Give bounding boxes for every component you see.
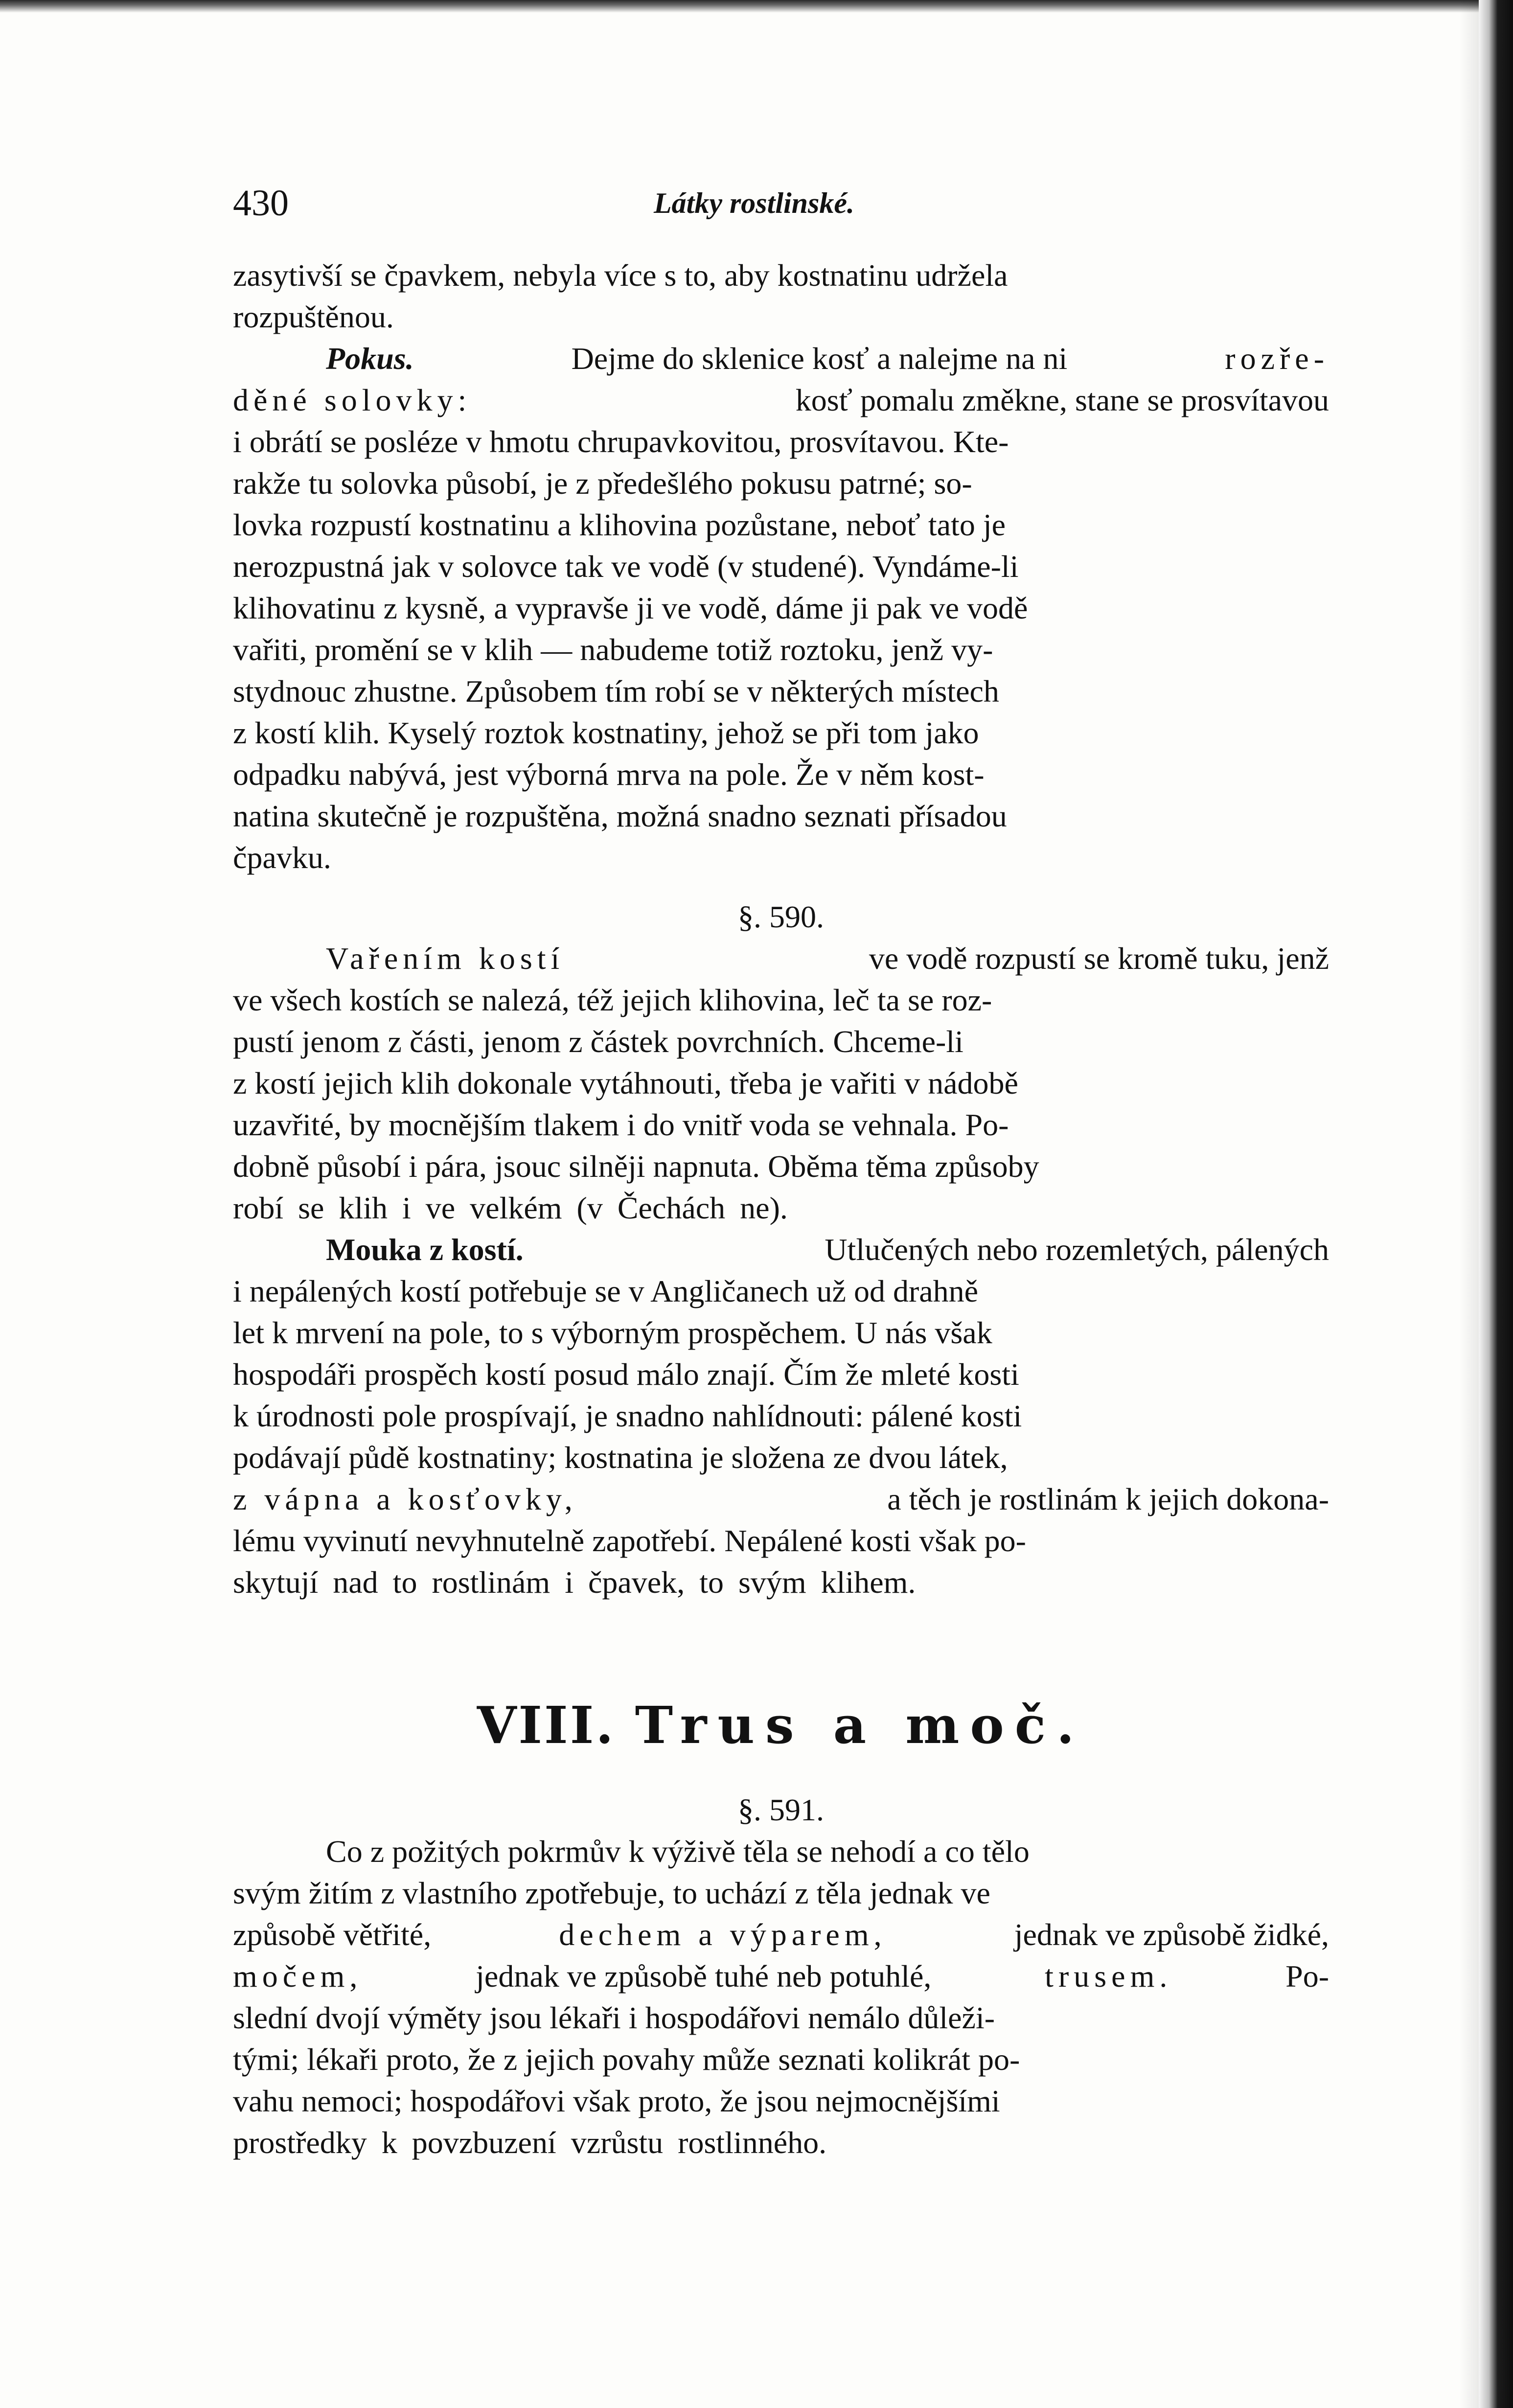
text-line-content: čpavku. bbox=[233, 840, 331, 875]
text-line-content: k úrodnosti pole prospívají, je snadno nahlídnouti: pálené kosti bbox=[233, 1399, 1022, 1433]
text-line bbox=[233, 1561, 1329, 1603]
text-line bbox=[233, 1914, 1329, 1955]
text-line-content: vahu nemoci; hospodářovi však proto, že jsou nejmocnějšími bbox=[233, 2084, 1000, 2118]
text-line-content: robí se klih i ve velkém (v Čechách ne). bbox=[233, 1191, 788, 1225]
text-line bbox=[233, 379, 1329, 421]
text-line bbox=[233, 629, 1329, 670]
text-line-content: prostředky k povzbuzení vzrůstu rostlinného. bbox=[233, 2125, 827, 2160]
text-line bbox=[233, 587, 1329, 629]
text-line bbox=[233, 1478, 1329, 1520]
scan-top-edge bbox=[0, 0, 1513, 13]
text-line bbox=[233, 670, 1329, 712]
text-line-content: odpadku nabývá, jest výborná mrva na pole. Že v něm kost- bbox=[233, 757, 985, 792]
running-head: Látky rostlinské. bbox=[654, 187, 855, 219]
text-line-content: zasytivší se čpavkem, nebyla více s to, aby kostnatinu udržela bbox=[233, 258, 1008, 293]
text-line-content: dobně působí i pára, jsouc silněji napnuta. Oběma těma způsoby bbox=[233, 1149, 1039, 1184]
text-line bbox=[233, 1104, 1329, 1146]
emphasized-text: z vápna a kosťovky, bbox=[233, 1482, 577, 1516]
text-line bbox=[233, 1270, 1329, 1312]
text-line bbox=[233, 837, 1329, 878]
text-line bbox=[233, 795, 1329, 837]
emphasized-text: rozře- bbox=[1225, 341, 1329, 376]
text-line-content: Utlučených nebo rozemletých, pálených bbox=[825, 1232, 1329, 1267]
text-line-content: Co z požitých pokrmův k výživě těla se nehodí a co tělo bbox=[326, 1834, 1030, 1869]
text-line-content: tými; lékaři proto, že z jejich povahy může seznati kolikrát po- bbox=[233, 2042, 1020, 2077]
text-line-content: hospodáři prospěch kostí posud málo znají. Čím že mleté kosti bbox=[233, 1357, 1019, 1392]
text-line-content: podávají půdě kostnatiny; kostnatina je složena ze dvou látek, bbox=[233, 1440, 1008, 1475]
text-line bbox=[233, 754, 1329, 795]
text-line-content: ve všech kostích se nalezá, též jejich klihovina, leč ta se roz- bbox=[233, 983, 992, 1017]
text-line bbox=[233, 712, 1329, 754]
text-line bbox=[233, 2080, 1329, 2122]
text-line bbox=[233, 1353, 1329, 1395]
spacer bbox=[233, 1760, 1329, 1789]
chapter-heading bbox=[233, 1691, 1329, 1760]
text-line bbox=[233, 1437, 1329, 1478]
text-line bbox=[233, 1312, 1329, 1353]
text-line-content: kosť pomalu změkne, stane se prosvítavou bbox=[795, 383, 1329, 417]
text-line bbox=[233, 1021, 1329, 1062]
emphasized-text: dechem a výparem, bbox=[559, 1917, 887, 1952]
text-line-content: Po- bbox=[1285, 1959, 1329, 1994]
text-line-content: let k mrvení na pole, to s výborným prospěchem. U nás však bbox=[233, 1315, 992, 1350]
text-line-content: a těch je rostlinám k jejich dokona- bbox=[887, 1482, 1329, 1516]
text-line bbox=[233, 1187, 1329, 1229]
text-line bbox=[233, 421, 1329, 462]
page-header bbox=[233, 181, 928, 225]
text-line-content: ve vodě rozpustí se kromě tuku, jenž bbox=[869, 941, 1329, 976]
text-line-content: rakže tu solovka působí, je z předešlého pokusu patrné; so- bbox=[233, 466, 972, 501]
paragraph-lead: Pokus. bbox=[326, 341, 414, 376]
text-line-content: lému vyvinutí nevyhnutelně zapotřebí. Nepálené kosti však po- bbox=[233, 1523, 1026, 1558]
text-line bbox=[233, 1062, 1329, 1104]
text-line-content: klihovatinu z kysně, a vypravše ji ve vodě, dáme ji pak ve vodě bbox=[233, 591, 1028, 625]
emphasized-text: Vařením kostí bbox=[326, 941, 565, 976]
text-line bbox=[233, 1831, 1329, 1872]
text-line bbox=[233, 338, 1329, 379]
text-line bbox=[233, 1955, 1329, 1997]
body-text bbox=[233, 254, 1329, 2163]
section-mark: §. 590. bbox=[738, 899, 824, 934]
text-line bbox=[233, 938, 1329, 979]
text-line-content: i obrátí se posléze v hmotu chrupavkovitou, prosvítavou. Kte- bbox=[233, 424, 1009, 459]
text-line-content: způsobě větřité, bbox=[233, 1917, 432, 1952]
text-line bbox=[233, 2039, 1329, 2080]
text-line-content: pustí jenom z části, jenom z částek povrchních. Chceme-li bbox=[233, 1024, 963, 1059]
text-line-content: jednak ve způsobě tuhé neb potuhlé, bbox=[476, 1959, 932, 1994]
text-line bbox=[233, 1395, 1329, 1437]
text-line bbox=[233, 2122, 1329, 2163]
text-line-content: natina skutečně je rozpuštěna, možná snadno seznati přísadou bbox=[233, 799, 1007, 833]
text-line-content: skytují nad to rostlinám i čpavek, to svým klihem. bbox=[233, 1565, 916, 1600]
text-line bbox=[233, 504, 1329, 546]
text-line-content: rozpuštěnou. bbox=[233, 299, 394, 334]
text-line bbox=[233, 1229, 1329, 1270]
emphasized-text: trusem. bbox=[1045, 1959, 1172, 1994]
text-line-content: z kostí klih. Kyselý roztok kostnatiny, jehož se při tom jako bbox=[233, 715, 979, 750]
text-line bbox=[233, 546, 1329, 587]
chapter-title: Trus a moč. bbox=[635, 1695, 1085, 1755]
text-line-content: svým žitím z vlastního zpotřebuje, to uchází z těla jednak ve bbox=[233, 1876, 990, 1910]
text-line-content: i nepálených kostí potřebuje se v Angličanech už od drahně bbox=[233, 1274, 979, 1308]
spacer bbox=[233, 878, 1329, 896]
text-line-content: uzavřité, by mocnějším tlakem i do vnitř voda se vehnala. Po- bbox=[233, 1107, 1009, 1142]
text-line bbox=[233, 462, 1329, 504]
section-mark: §. 591. bbox=[738, 1792, 824, 1827]
text-line-content: Dejme do sklenice kosť a nalejme na ni bbox=[571, 341, 1068, 376]
text-line bbox=[233, 1997, 1329, 2039]
page-number: 430 bbox=[233, 183, 289, 224]
text-line-content: vařiti, promění se v klih — nabudeme totiž roztoku, jenž vy- bbox=[233, 632, 993, 667]
chapter-numeral: VIII. bbox=[477, 1695, 616, 1755]
text-line bbox=[233, 1872, 1329, 1914]
emphasized-text: děné solovky: bbox=[233, 383, 472, 417]
text-line bbox=[233, 296, 1329, 338]
book-binding-edge bbox=[1479, 0, 1513, 2408]
spacer bbox=[233, 1603, 1329, 1691]
text-line-content: stydnouc zhustne. Způsobem tím robí se v některých místech bbox=[233, 674, 999, 709]
binding-shadow bbox=[1459, 0, 1479, 2408]
text-line bbox=[233, 979, 1329, 1021]
text-line-content: slední dvojí výměty jsou lékaři i hospodářovi nemálo důleži- bbox=[233, 2000, 995, 2035]
text-line-content: jednak ve způsobě židké, bbox=[1014, 1917, 1329, 1952]
text-line-content: lovka rozpustí kostnatinu a klihovina pozůstane, neboť tato je bbox=[233, 507, 1006, 542]
text-line bbox=[233, 1146, 1329, 1187]
text-line bbox=[233, 254, 1329, 296]
emphasized-text: močem, bbox=[233, 1959, 363, 1994]
text-line-content: z kostí jejich klih dokonale vytáhnouti, třeba je vařiti v nádobě bbox=[233, 1066, 1018, 1101]
paragraph-lead: Mouka z kostí. bbox=[326, 1232, 524, 1267]
text-line-content: nerozpustná jak v solovce tak ve vodě (v studené). Vyndáme-li bbox=[233, 549, 1019, 584]
text-line bbox=[233, 1520, 1329, 1561]
